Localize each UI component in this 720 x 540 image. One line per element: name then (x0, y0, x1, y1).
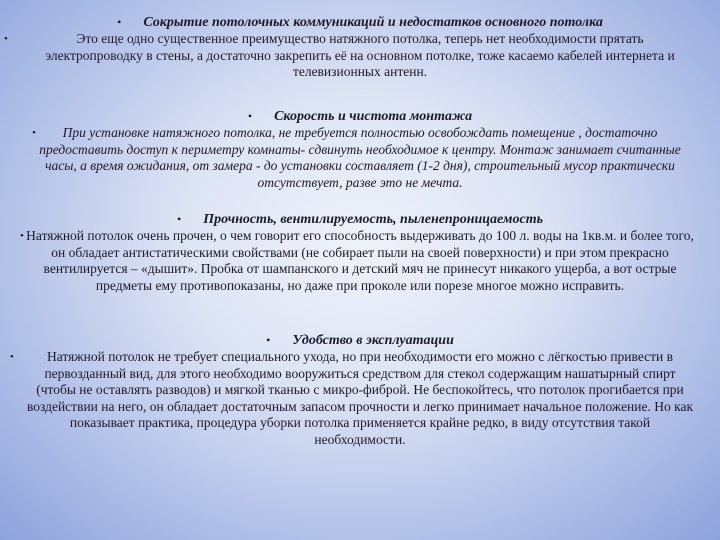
section-body (10, 228, 710, 294)
heading-text: Прочность, вентилируемость, пыленепроницаемость (203, 212, 544, 227)
section-heading (10, 108, 710, 125)
body-text: Натяжной потолок очень прочен, о чем говорит его способность выдерживать до 100 л. воды на 1кв.м. и более того, он обладает антистатическими свойствами (не собирает пыли на своей поверхности) и при этом прекрасно вентилируется – «дышит». Пробка от шампанского и детский мяч не принесут никакого ущерба, а вот острые предметы ему противопоказаны, но даже при проколе или порезе многое можно исправить. (26, 228, 694, 293)
body-text: Натяжной потолок не требует специального ухода, но при необходимости его можно с лёгкостью привести в первозданный вид, для этого необходимо вооружиться средством для стекол содержащим нашатырный спирт (чтобы не оставлять разводов) и мягкой тканью с микро-фиброй. Не беспокойтесь, что потолок прогибается при воздействии на него, он обладает достаточным запасом прочности и легко принимает начальное положение. Но как показывает практика, процедура уборки потолка применяется крайне редко, в виду отсутствия такой необходимости. (26, 349, 694, 447)
bullet-icon: • (117, 15, 122, 29)
bullet-icon: • (32, 127, 36, 139)
heading-text: Скорость и чистота монтажа (274, 109, 473, 124)
bullet-icon: • (10, 351, 14, 363)
heading-text: Удобство в эксплуатации (292, 333, 454, 348)
section-heading (10, 332, 710, 349)
section-ceiling-communications (4, 14, 710, 81)
body-text: При установке натяжного потолка, не требуется полностью освобождать помещение , достаточно предоставить доступ к периметру комнаты- сдвинуть необходимое к центру. Монтаж занимает считанные часы, а время ожидания, от замера - до установки составляет (1-2 дня), строительный мусор практически отсутствует, разве это не мечта. (39, 125, 681, 190)
bullet-icon: • (176, 212, 182, 226)
section-heading (10, 211, 710, 228)
section-body (10, 349, 710, 448)
section-ease-of-use (10, 332, 710, 448)
section-installation-speed (10, 108, 710, 191)
bullet-icon: • (266, 333, 271, 347)
bullet-icon: • (247, 109, 253, 123)
bullet-icon: • (20, 230, 24, 242)
heading-text: Сокрытие потолочных коммуникаций и недостатков основного потолка (143, 15, 603, 30)
section-body (4, 31, 710, 81)
section-strength-ventilation (10, 211, 710, 294)
body-text: Это еще одно существенное преимущество натяжного потолка, теперь нет необходимости прятать электропроводку в стены, а достаточно закрепить её на основном потолке, тоже касаемо кабелей интернета и телевизионных антенн. (45, 31, 675, 79)
section-heading (10, 14, 710, 31)
section-body (10, 125, 710, 191)
bullet-icon: • (4, 33, 8, 45)
